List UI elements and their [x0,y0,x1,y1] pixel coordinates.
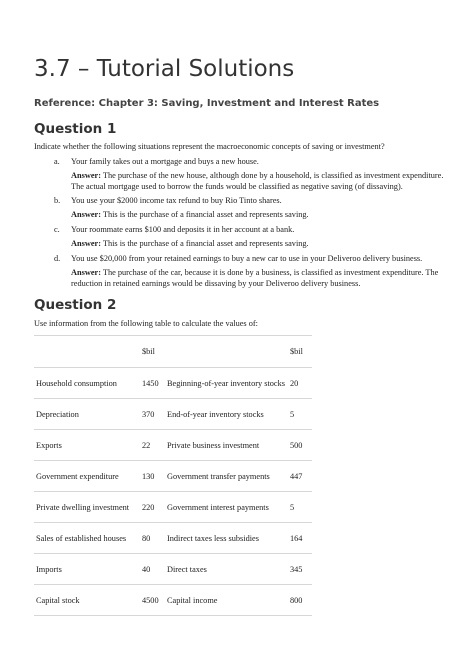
header-cell: $bil [288,336,312,368]
item-label-cell: End-of-year inventory stocks [165,399,288,430]
answer-label: Answer: [71,171,101,180]
header-cell: $bil [140,336,165,368]
value-cell: 4500 [140,585,165,616]
table-row [34,554,312,585]
answer-text: reduction in retained earnings would be dissaving by your Deliveroo delivery business. [71,278,361,288]
page-title: 3.7 – Tutorial Solutions [34,56,295,82]
answer-label: Answer: [71,210,101,219]
item-label-cell: Sales of established houses [34,523,140,554]
value-cell: 370 [140,399,165,430]
table-row [34,368,312,399]
table-row [34,492,312,523]
question-1-intro: Indicate whether the following situations represent the macroeconomic concepts of saving or investment? [34,142,385,151]
value-cell: 20 [288,368,312,399]
item-label-cell: Depreciation [34,399,140,430]
item-label-cell: Capital stock [34,585,140,616]
table-header-row [34,336,312,368]
reference-line: Reference: Chapter 3: Saving, Investment and Interest Rates [34,98,380,109]
data-table [34,335,312,616]
item-text: You use your $2000 income tax refund to buy Rio Tinto shares. [71,196,282,205]
value-cell: 40 [140,554,165,585]
question-1-heading: Question 1 [34,121,117,137]
item-label-cell: Household consumption [34,368,140,399]
item-label-cell: Government transfer payments [165,461,288,492]
table-row [34,399,312,430]
item-label-cell: Private business investment [165,430,288,461]
item-label-cell: Private dwelling investment [34,492,140,523]
value-cell: 5 [288,399,312,430]
item-label-cell: Government expenditure [34,461,140,492]
item-label-cell: Beginning-of-year inventory stocks [165,368,288,399]
table-row [34,523,312,554]
item-label-cell: Imports [34,554,140,585]
item-letter: c. [54,225,60,234]
value-cell: 1450 [140,368,165,399]
answer-text: This is the purchase of a financial asset and represents saving. [100,239,309,248]
table-row [34,585,312,616]
value-cell: 447 [288,461,312,492]
value-cell: 164 [288,523,312,554]
item-text: Your roommate earns $100 and deposits it in her account at a bank. [71,225,295,234]
value-cell: 22 [140,430,165,461]
answer-label: Answer: [71,239,101,248]
item-label-cell: Direct taxes [165,554,288,585]
answer-label: Answer: [71,268,101,277]
value-cell: 130 [140,461,165,492]
answer-text: The purchase of the car, because it is done by a business, is classified as investment expenditure. The [100,268,439,277]
item-label-cell: Capital income [165,585,288,616]
value-cell: 500 [288,430,312,461]
question-2-heading: Question 2 [34,297,117,313]
q1-answer-a [71,171,446,192]
value-cell: 5 [288,492,312,523]
answer-text: This is the purchase of a financial asset and represents saving. [100,210,309,219]
table-row [34,430,312,461]
item-label-cell: Exports [34,430,140,461]
header-cell [34,336,140,368]
answer-text: The actual mortgage used to borrow the funds would be classified as negative saving (of dissaving). [71,181,403,191]
item-letter: b. [54,196,61,205]
header-cell [165,336,288,368]
value-cell: 220 [140,492,165,523]
value-cell: 345 [288,554,312,585]
item-label-cell: Government interest payments [165,492,288,523]
item-letter: d. [54,254,61,263]
question-2-intro: Use information from the following table to calculate the values of: [34,319,258,328]
item-letter: a. [54,157,60,166]
answer-text: The purchase of the new house, although done by a household, is classified as investment expenditure. [100,171,444,180]
value-cell: 80 [140,523,165,554]
q1-answer-b [71,210,446,221]
item-text: You use $20,000 from your retained earnings to buy a new car to use in your Deliveroo delivery business. [71,254,423,263]
q1-answer-c [71,239,446,250]
item-text: Your family takes out a mortgage and buys a new house. [71,157,259,166]
value-cell: 800 [288,585,312,616]
q1-answer-d [71,268,446,289]
table-row [34,461,312,492]
item-label-cell: Indirect taxes less subsidies [165,523,288,554]
